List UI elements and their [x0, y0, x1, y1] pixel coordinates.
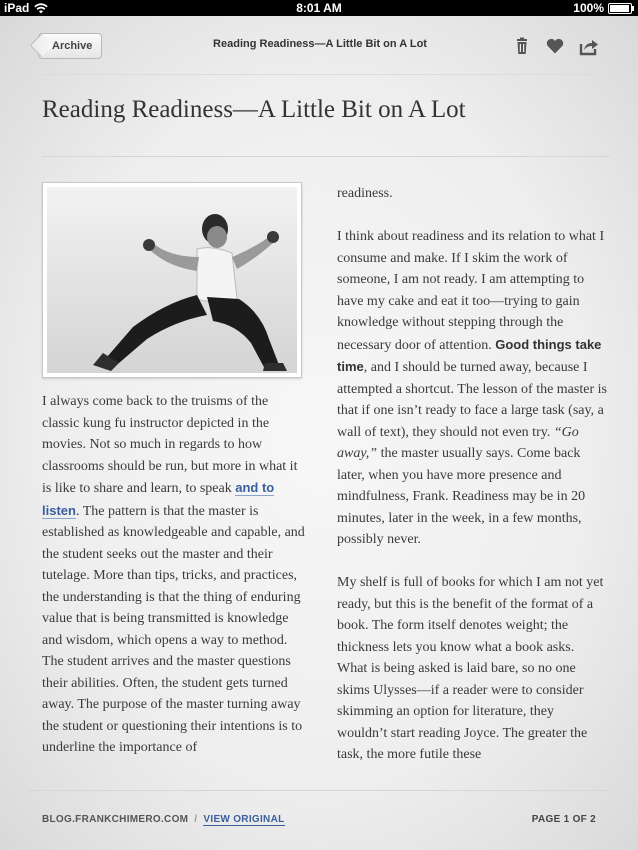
trash-icon[interactable] [512, 36, 532, 56]
footer-separator: / [194, 814, 198, 825]
italic-quote: “Go away,” [337, 424, 579, 461]
paragraph [337, 226, 607, 551]
battery-percent: 100% [573, 1, 604, 15]
article-title: Reading Readiness—A Little Bit on A Lot [42, 96, 466, 123]
text-run: I always come back to the truisms of the classic kung fu instructor depicted in the movies. Not so much in regards to how classrooms should be run, but more in what it is like to share and learn, to speak [42, 394, 298, 496]
status-time: 8:01 AM [296, 1, 342, 15]
title-divider [42, 156, 610, 157]
share-icon[interactable] [579, 36, 599, 56]
toolbar-title: Reading Readiness—A Little Bit on A Lot [213, 38, 427, 50]
battery-icon [608, 3, 632, 14]
archive-button[interactable] [38, 33, 102, 59]
text-run: the master usually says. Come back later, when you have more presence and mindfulness, Frank. Readiness may be in 20 minutes, later in the week, in a few months, possibly never. [337, 446, 586, 547]
paragraph [42, 391, 307, 759]
emphasis-text: Good things take time [337, 336, 602, 374]
and-to-listen-link[interactable]: and to listen [42, 480, 275, 518]
status-bar [0, 0, 638, 16]
article-column-right [337, 183, 607, 766]
footer-divider [28, 790, 610, 791]
status-right [573, 1, 632, 15]
heart-icon[interactable] [545, 36, 565, 56]
footer [42, 814, 596, 825]
paragraph: My shelf is full of books for which I am not yet ready, but this is the benefit of the format of a book. The form itself denotes weight; the thickness lets you know what a book asks. What is being asked is laid bare, so no one skims Ulysses—if a reader were to consider skimming an option for literature, they wouldn’t start reading Joyce. The greater the task, the more futile these [337, 575, 604, 762]
text-run: , and I should be turned away, because I attempted a shortcut. The lesson of the master is that if one isn’t ready to face a large task (say, a wall of text), they should not even try. [337, 360, 607, 440]
device-name: iPad [4, 1, 30, 15]
view-original-link[interactable]: VIEW ORIGINAL [203, 814, 285, 825]
article-photo [42, 182, 302, 378]
text-run: . The pattern is that the master is established as knowledgeable and capable, and the student seeks out the master and their tutelage. More than tips, tricks, and practices, the understanding is that the thing of enduring value that is being transmitted is knowledge and wisdom, which opens a way to method. The student arrives and the master questions their abilities. Often, the student gets turned away. The purpose of the master turning away the student or questioning their intentions is to underline the importance of [42, 503, 305, 755]
paragraph: readiness. [337, 186, 393, 201]
reader-page [0, 16, 638, 850]
text-run: I think about readiness and its relation to what I consume and make. If I skim the work of someone, I am not ready. I am attempting to have my cake and eat it too—trying to gain knowledge without stepping through the necessary door of attention. [337, 229, 605, 353]
page-indicator: PAGE 1 OF 2 [531, 814, 596, 825]
archive-button-label: Archive [52, 40, 93, 52]
source-domain: BLOG.FRANKCHIMERO.COM [42, 814, 189, 825]
toolbar-divider [0, 74, 638, 75]
toolbar [0, 16, 638, 74]
article-column-left [42, 391, 307, 759]
kung-fu-photo-image [47, 187, 297, 373]
